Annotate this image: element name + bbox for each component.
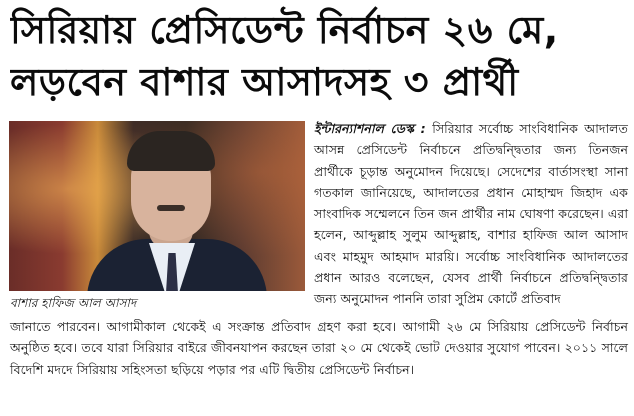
headline-line-2: লড়বেন বাশার আসাদসহ ৩ প্রার্থী xyxy=(10,60,519,104)
article-column-text: সিরিয়ার সর্বোচ্চ সাংবিধানিক আদালত আসন্ন প্রেসিডেন্ট নির্বাচনে প্রতিদ্বন্দ্বিতার জন্য তিনজন প্রার্থীকে চূড়ান্ত অনুমোদন দিয়েছে। সেদেশের বার্তাসংস্থা সানা গতকাল জানিয়েছে, আদালতের প্রধান মোহাম্মদ জিহাদ এক সাংবাদিক সম্মেলনে তিন জন প্রার্থীর নাম ঘোষণা করেছেন। এরা হলেন, আব্দুল্লাহ সুলুম আব্দুল্লাহ, বাশার হাফিজ আল আসাদ এবং মাহমুদ আহমাদ মারয়ি। সর্বোচ্চ সাংবিধানিক আদালতের প্রধান আরও বলেছেন, যেসব প্রার্থী নির্বাচনে প্রতিদ্বন্দ্বিতার জন্য অনুমোদন পাননি তারা সুপ্রিম কোর্টে প্রতিবাদ xyxy=(314,121,628,307)
article-dateline: ইন্টারন্যাশনাল ডেস্ক : xyxy=(314,121,433,136)
photo-moustache xyxy=(157,205,185,211)
photo-hair xyxy=(127,131,215,171)
headline-line-1: সিরিয়ায় প্রেসিডেন্ট নির্বাচন ২৬ মে, xyxy=(10,8,559,52)
article-photo xyxy=(9,121,305,291)
article-headline xyxy=(10,4,628,108)
photo-caption: বাশার হাফিজ আল আসাদ xyxy=(10,296,137,310)
article-body-column xyxy=(314,118,628,310)
article-body-full-width: জানাতে পারবেন। আগামীকাল থেকেই এ সংক্রান্ত প্রতিবাদ গ্রহণ করা হবে। আগামী ২৬ মে সিরিয়ায় প্রেসিডেন্ট নির্বাচন অনুষ্ঠিত হবে। তবে যারা সিরিয়ার বাইরে জীবনযাপন করছেন তারা ২০ মে থেকেই ভোট দেওয়ার সুযোগ পাবেন। ২০১১ সালে বিদেশি মদদে সিরিয়ায় সহিংসতা ছড়িয়ে পড়ার পর এটি দ্বিতীয় প্রেসিডেন্ট নির্বাচন। xyxy=(10,319,628,377)
